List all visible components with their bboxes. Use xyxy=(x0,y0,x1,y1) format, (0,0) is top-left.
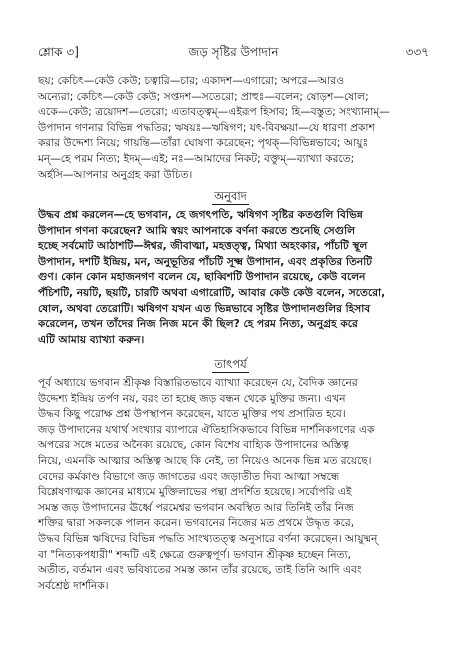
synonym-line: মন্—হে পরম নিত্য; ইদম্—এই; নঃ—আমাদের নিকট; বক্তুম্—ব্যাখ্যা করতে; xyxy=(38,152,355,165)
translation-line: পঁচিশটি, নয়টি, ছয়টি, চারটি অথবা এগারোটি, আবার কেউ কেউ বলেন, সতেরো, xyxy=(38,286,386,299)
verse-reference: শ্লোক ৩] xyxy=(38,45,79,59)
purport-line: অতীত, বর্তমান এবং ভবিষ্যতের সমস্ত জ্ঞান তাঁর রয়েছে, তাই তিনি আদি এবং xyxy=(38,564,362,577)
translation-line: উপাদান, দশটি ইন্দ্রিয়, মন, অনুভূতির পাঁচটি সূক্ষ্ম উপাদান, এবং প্রকৃতির তিনটি xyxy=(38,255,373,268)
purport-block xyxy=(38,376,434,594)
synonym-line: একে—কেউ; ত্রয়োদশ—তেরো; এতাবত্ত্বম্—এইরূপ হিসাব; হি—বস্তুত; সংখ্যানাম্— xyxy=(38,106,390,119)
purport-line: উদ্দেশ্য ইন্দ্রিয় তর্পণ নয়, বরং তা হচ্ছে জড় বন্ধন থেকে মুক্তির জন্য। এখন xyxy=(38,392,346,405)
purport-line: বিশ্লেষণাত্মক জ্ঞানের মাধ্যমে মুক্তিলাভের পন্থা প্রদর্শিত হয়েছে। সর্বোপরি এই xyxy=(38,486,352,499)
page-header xyxy=(38,44,429,64)
synonym-line: অন্যেরা; কেচিৎ—কেউ কেউ; সপ্তদশ—সতেরো; প্রাহুঃ—বলেন; ষোড়শ—ষোল; xyxy=(38,90,369,103)
purport-line: বেদের কর্মকাণ্ড বিভাগে জড় জাগতের এবং জড়াতীত দিব্য আত্মা সম্বন্ধে xyxy=(38,470,340,483)
chapter-title: জড় সৃষ্টির উপাদান xyxy=(188,45,279,59)
purport-line: উদ্ধব বিভিন্ন ঋষিদের বিভিন্ন পদ্ধতি সাংখ্যতত্ত্ব অনুসারে বর্ণনা করেছেন। আয়ুষ্মন্ xyxy=(38,532,378,545)
synonym-line: অর্হসি—আপনার অনুগ্রহ করা উচিত। xyxy=(38,168,193,181)
purport-line: বা "নিত্যকপধারী" শব্দটি এই ক্ষেত্রে গুরুত্বপূর্ণ। ভগবান শ্রীকৃষ্ণ হচ্ছেন নিত্য, xyxy=(38,548,351,561)
translation-line: ষোল, অথবা তেরোটি। ঋষিগণ যখন এত ভিন্নভাবে সৃষ্টির উপাদানগুলির হিসাব xyxy=(38,302,371,315)
purport-heading-text: তাৎপর্য xyxy=(214,357,247,371)
translation-line: উদ্ধব প্রশ্ন করলেন—হে ভগবান, হে জগৎপতি, ঋষিগণ সৃষ্টির কতগুলি বিভিন্ন xyxy=(38,209,363,221)
purport-line: পূর্ব অধ্যায়ে ভগবান শ্রীকৃষ্ণ বিস্তারিতভাবে ব্যাখ্যা করেছেন যে, বৈদিক জ্ঞানের xyxy=(38,377,358,389)
translation-line: হচ্ছে সর্বমোট আঠাশটি—ঈশ্বর, জীবাত্মা, মহত্তত্ত্ব, মিথ্যা অহংকার, পাঁচটি স্থূল xyxy=(38,240,368,253)
synonym-line: করার উদ্দেশ্য নিয়ে; গায়ন্তি—তাঁরা ঘোষণা করেছেন; পৃথক্—বিভিন্নভাবে; আয়ুঃ xyxy=(38,137,369,150)
translation-line: এটি আমায় ব্যাখ্যা করুন। xyxy=(38,333,145,346)
translation-heading xyxy=(0,188,461,207)
synonym-line: ছয়; কেচিৎ—কেউ কেউ; চত্বারি—চার; একাদশ—এগারো; অপরে—আরও xyxy=(38,75,345,87)
purport-line: নিয়ে, এমনকি আত্মার অস্তিত্ব আছে কি নেই, তা নিয়েও অনেক ভিন্ন মত রয়েছে। xyxy=(38,454,372,467)
translation-heading-text: অনুবাদ xyxy=(214,189,247,203)
purport-line: সর্বশ্রেষ্ঠ দার্শনিক। xyxy=(38,579,109,592)
purport-line: উদ্ধব কিছু পরোক্ষ প্রশ্ন উপস্থাপন করেছেন, যাতে মুক্তির পথ প্রসারিত হবে। xyxy=(38,408,346,421)
synonym-line: উপাদান গণনার বিভিন্ন পদ্ধতির; ঋষয়ঃ—ঋষিগণ; যৎ-বিবক্ষয়া—যে ধারণা প্রকাশ xyxy=(38,121,375,134)
purport-line: সমস্ত জড় উপাদানের ঊর্ধ্বে পরমেশ্বর ভগবান অবস্থিত আর তিনিই তাঁর নিজ xyxy=(38,501,354,514)
translation-line: করেলেন, তখন তাঁদের নিজ নিজ মনে কী ছিল? হে পরম নিত্য, অনুগ্রহ করে xyxy=(38,318,358,331)
purport-line: অপরের সঙ্গে মতের অনৈক্য রয়েছে, কোন বিশেষ বাহ্যিক উপাদানের অস্তিত্ব xyxy=(38,439,349,452)
purport-line: শক্তির দ্বারা সকলকে পালন করেন। ভগবানের নিজের মত প্রথমে উদ্ধৃত করে, xyxy=(38,517,355,530)
page-number: ৩৩৭ xyxy=(405,45,429,59)
translation-line: গুণ। কোন কোন মহাজনগণ বলেন যে, ছাব্বিশটি উপাদান রয়েছে, কেউ বলেন xyxy=(38,271,366,284)
synonyms-block xyxy=(38,74,434,183)
translation-block xyxy=(38,208,434,348)
purport-heading xyxy=(0,356,461,375)
purport-line: জড় উপাদানের যথার্থ সংখ্যার ব্যাপারে ঐতিহাসিকভাবে বিভিন্ন দার্শনিকগণের এক xyxy=(38,423,375,436)
translation-line: উপাদান গণনা করেছেন? আমি স্বয়ং আপনাকে বর্ণনা করতে শুনেছি সেগুলি xyxy=(38,224,356,237)
